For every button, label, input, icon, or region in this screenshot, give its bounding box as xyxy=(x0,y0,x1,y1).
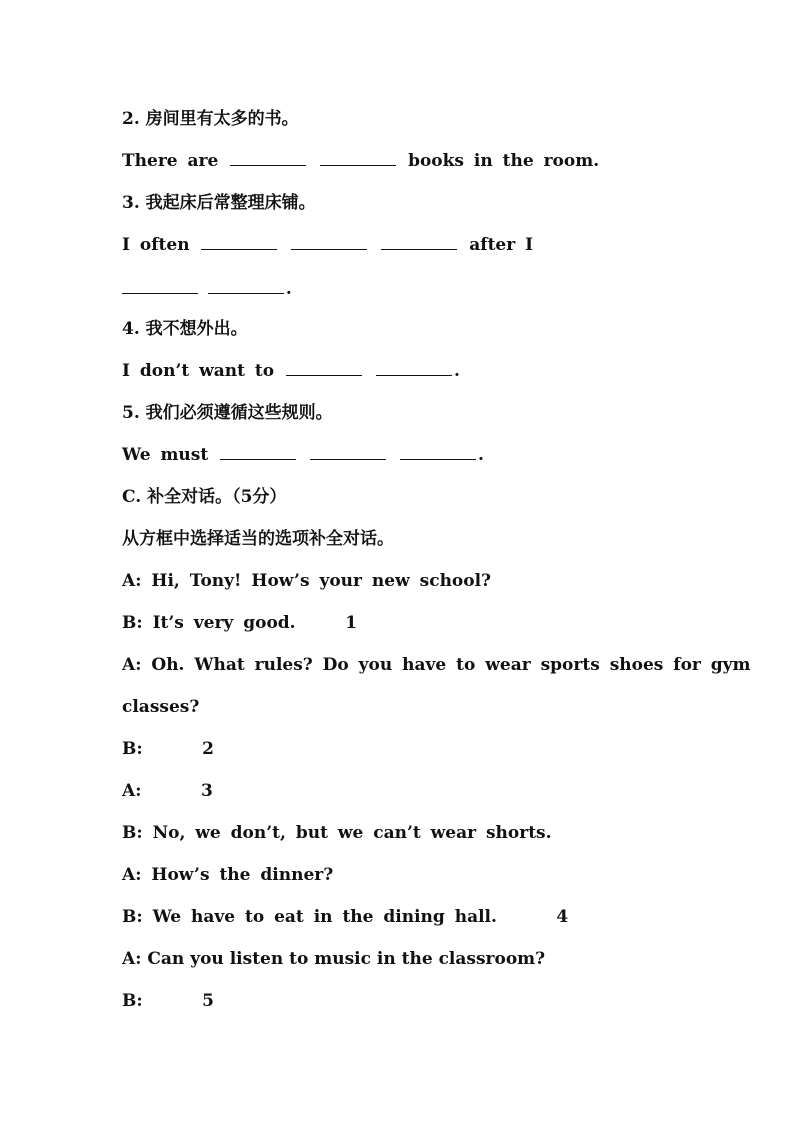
dialogue-line: B: We have to eat in the dining hall. 4 xyxy=(122,907,569,927)
dialogue-line: B: 2 xyxy=(122,739,214,759)
question-3-english-cont xyxy=(122,278,292,300)
q3-text-mid: after I xyxy=(469,235,534,255)
blank[interactable] xyxy=(376,361,452,376)
dialogue-line: A: How’s the dinner? xyxy=(122,865,334,885)
section-c-title: C. 补全对话。（5分） xyxy=(122,487,287,507)
dialogue-line: A: Oh. What rules? Do you have to wear sports shoes for gym xyxy=(122,655,751,675)
q5-period: . xyxy=(477,445,484,465)
question-4-chinese: 4. 我不想外出。 xyxy=(122,319,248,339)
dialogue-line: B: It’s very good. 1 xyxy=(122,613,358,633)
q3-period: . xyxy=(285,279,292,299)
blank[interactable] xyxy=(122,279,198,294)
blank[interactable] xyxy=(201,235,277,250)
dialogue-line: A: Can you listen to music in the classroom? xyxy=(122,949,546,969)
question-2-english xyxy=(122,150,599,172)
question-3-english xyxy=(122,234,533,256)
dialogue-line: B: 5 xyxy=(122,991,214,1011)
question-4-english xyxy=(122,360,460,382)
question-2-chinese: 2. 房间里有太多的书。 xyxy=(122,109,299,129)
dialogue-line: B: No, we don’t, but we can’t wear shorts. xyxy=(122,823,552,843)
question-5-english xyxy=(122,444,484,466)
blank[interactable] xyxy=(310,445,386,460)
blank[interactable] xyxy=(230,151,306,166)
blank[interactable] xyxy=(400,445,476,460)
blank[interactable] xyxy=(286,361,362,376)
question-3-chinese: 3. 我起床后常整理床铺。 xyxy=(122,193,316,213)
q4-period: . xyxy=(453,361,460,381)
dialogue-line: classes? xyxy=(122,697,200,717)
q2-text-start: There are xyxy=(122,151,219,171)
q3-text-start: I often xyxy=(122,235,190,255)
blank[interactable] xyxy=(220,445,296,460)
q5-text-start: We must xyxy=(122,445,209,465)
dialogue-line: A: Hi, Tony! How’s your new school? xyxy=(122,571,492,591)
blank[interactable] xyxy=(291,235,367,250)
blank[interactable] xyxy=(208,279,284,294)
q2-text-end: books in the room. xyxy=(408,151,600,171)
section-c-instruction: 从方框中选择适当的选项补全对话。 xyxy=(122,529,394,549)
blank[interactable] xyxy=(381,235,457,250)
q4-text-start: I don’t want to xyxy=(122,361,275,381)
question-5-chinese: 5. 我们必须遵循这些规则。 xyxy=(122,403,333,423)
dialogue-line: A: 3 xyxy=(122,781,213,801)
blank[interactable] xyxy=(320,151,396,166)
